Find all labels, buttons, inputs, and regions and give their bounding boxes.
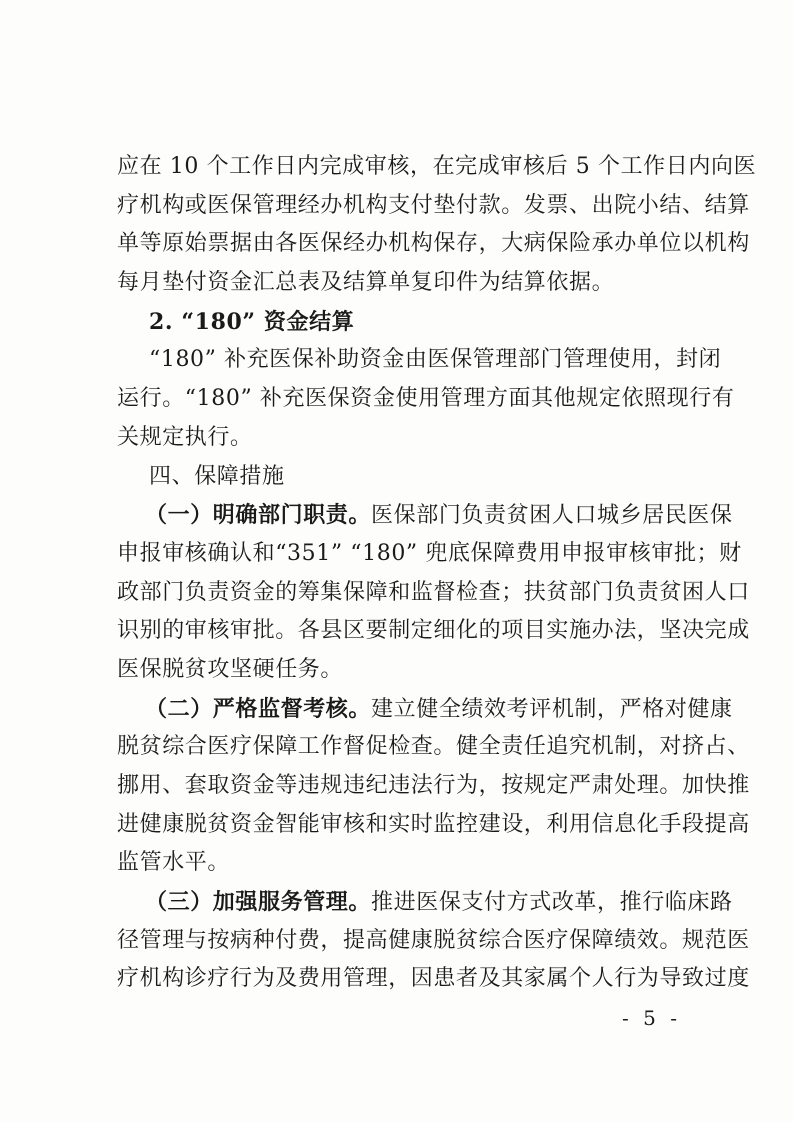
item-3-first-line xyxy=(117,883,733,922)
text-line: 挪用、套取资金等违规违纪违法行为，按规定严肃处理。加快推 xyxy=(117,773,750,798)
body-text xyxy=(117,148,757,999)
item-2-first-rest: 建立健全绩效考评机制，严格对健康 xyxy=(371,696,733,722)
item-1-first-line xyxy=(117,496,733,535)
text-line: 疗机构或医保管理经办机构支付垫付款。发票、出院小结、结算 xyxy=(117,192,750,218)
text-line: 单等原始票据由各医保经办机构保存，大病保险承办单位以机构 xyxy=(117,231,750,257)
item-2-first-line xyxy=(117,690,733,729)
text-line: 每月垫付资金汇总表及结算单复印件为结算依据。 xyxy=(117,270,615,296)
text-line: 政部门负责资金的筹集保障和监督检查；扶贫部门负责贫困人口 xyxy=(117,579,750,605)
item-1-title: （一）明确部门职责。 xyxy=(145,502,372,529)
text-line: 脱贫综合医疗保障工作督促检查。健全责任追究机制，对挤占、 xyxy=(117,734,750,760)
text-line: 关规定执行。 xyxy=(117,424,253,450)
item-3-first-rest: 推进医保支付方式改革，推行临床路 xyxy=(371,890,733,916)
page-number: - 5 - xyxy=(622,1006,681,1030)
item-3-title: （三）加强服务管理。 xyxy=(145,889,372,916)
item-2-title: （二）严格监督考核。 xyxy=(145,695,372,722)
text-line: 进健康脱贫资金智能审核和实时监控建设，利用信息化手段提高 xyxy=(117,811,750,837)
text-line: 监管水平。 xyxy=(117,850,231,876)
section-2-heading: 2. “180” 资金结算 xyxy=(149,308,355,335)
text-line: 疗机构诊疗行为及费用管理，因患者及其家属个人行为导致过度 xyxy=(117,966,750,992)
text-line: 运行。“180” 补充医保资金使用管理方面其他规定依照现行有 xyxy=(117,386,735,412)
item-1-first-rest: 医保部门负责贫困人口城乡居民医保 xyxy=(371,503,733,529)
text-line: 径管理与按病种付费，提高健康脱贫综合医疗保障绩效。规范医 xyxy=(117,927,750,953)
text-line: 识别的审核审批。各县区要制定细化的项目实施办法，坚决完成 xyxy=(117,618,750,644)
text-line: 医保脱贫攻坚硬任务。 xyxy=(117,656,344,682)
text-line: 申报审核确认和“351” “180” 兜底保障费用申报审核审批；财 xyxy=(117,540,742,566)
text-line: “180” 补充医保补助资金由医保管理部门管理使用，封闭 xyxy=(149,347,722,373)
section-4-heading: 四、保障措施 xyxy=(149,463,285,489)
text-line: 应在 10 个工作日内完成审核，在完成审核后 5 个工作日内向医 xyxy=(117,154,757,179)
